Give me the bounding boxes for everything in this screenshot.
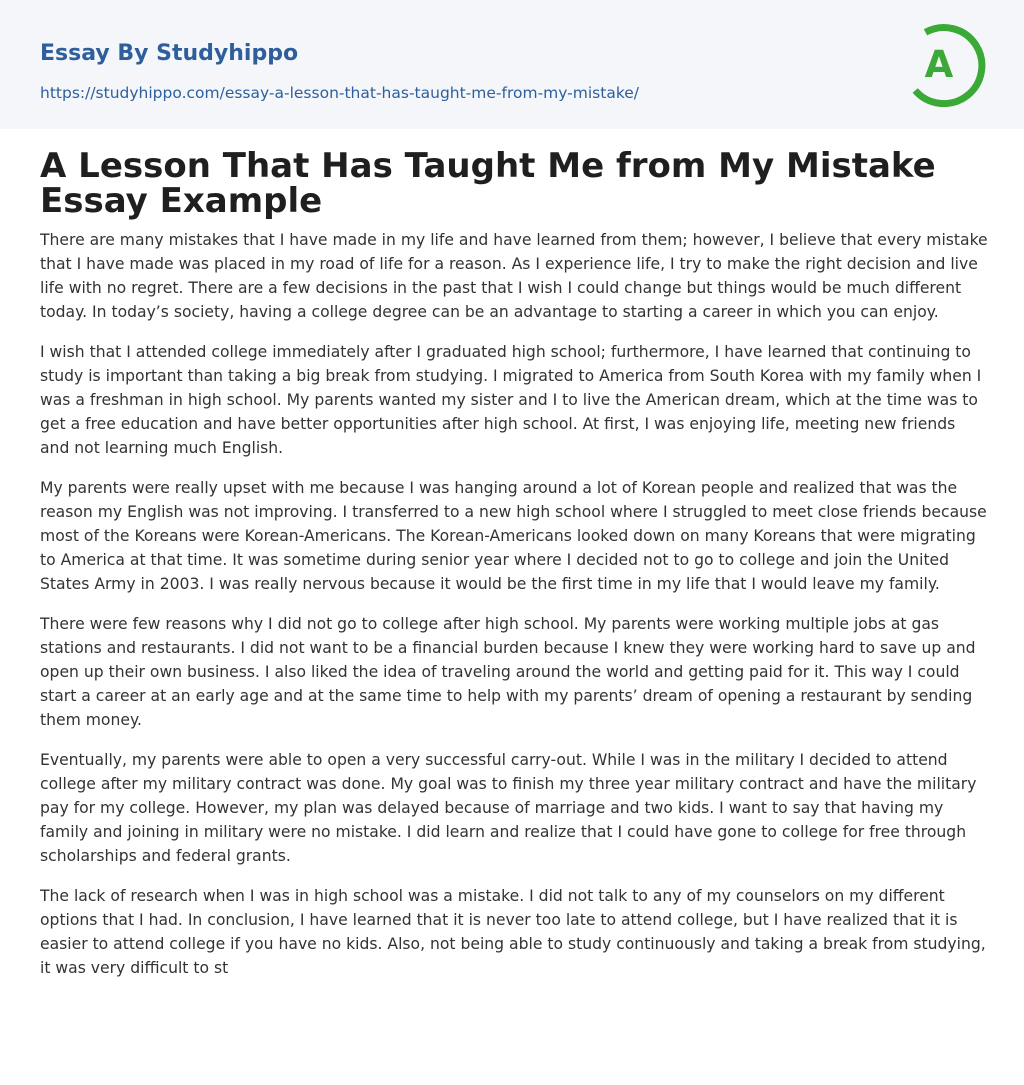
page-url-link[interactable]: https://studyhippo.com/essay-a-lesson-that-has-taught-me-from-my-mistake/ [40,84,639,102]
essay-paragraph: My parents were really upset with me because I was hanging around a lot of Korean people and realized that was the reason my English was not improving. I transferred to a new high school where I struggled to meet close friends because most of the Koreans were Korean-Americans. The Korean-Americans looked down on many Koreans that were migrating to America at that time. It was sometime during senior year where I decided not to go to college and join the United States Army in 2003. I was really nervous because it would be the first time in my life that I would leave my family. [40,479,987,593]
site-name[interactable]: Essay By Studyhippo [40,41,299,66]
logo-a-ring-icon[interactable] [910,19,988,107]
logo-letter: A [924,43,954,86]
essay-body [40,228,988,996]
essay-paragraph: I wish that I attended college immediately after I graduated high school; furthermore, I have learned that continuing to study is important than taking a big break from studying. I migrated to America from South Korea with my family when I was a freshman in high school. My parents wanted my sister and I to live the American dream, which at the time was to get a free education and have better opportunities after high school. At first, I was enjoying life, meeting new friends and not learning much English. [40,343,982,457]
essay-paragraph: There were few reasons why I did not go to college after high school. My parents were working multiple jobs at gas stations and restaurants. I did not want to be a financial burden because I knew they were working hard to save up and open up their own business. I also liked the idea of traveling around the world and getting paid for it. This way I could start a career at an early age and at the same time to help with my parents’ dream of opening a restaurant by sending them money. [40,615,976,729]
essay-paragraph: The lack of research when I was in high school was a mistake. I did not talk to any of my counselors on my different options that I had. In conclusion, I have learned that it is never too late to attend college, but I have realized that it is easier to attend college if you have no kids. Also, not being able to study continuously and taking a break from studying, it was very difficult to st [40,887,986,977]
essay-paragraph: Eventually, my parents were able to open a very successful carry-out. While I was in the military I decided to attend college after my military contract was done. My goal was to finish my three year military contract and have the military pay for my college. However, my plan was delayed because of marriage and two kids. I want to say that having my family and joining in military were no mistake. I did learn and realize that I could have gone to college for free through scholarships and federal grants. [40,751,977,865]
essay-paragraph: There are many mistakes that I have made in my life and have learned from them; however, I believe that every mistake that I have made was placed in my road of life for a reason. As I experience life, I try to make the right decision and live life with no regret. There are a few decisions in the past that I wish I could change but things would be much different today. In today’s society, having a college degree can be an advantage to starting a career in which you can enjoy. [40,231,988,321]
site-header [0,0,1024,129]
essay-title: A Lesson That Has Taught Me from My Mistake Essay Example [40,146,936,221]
